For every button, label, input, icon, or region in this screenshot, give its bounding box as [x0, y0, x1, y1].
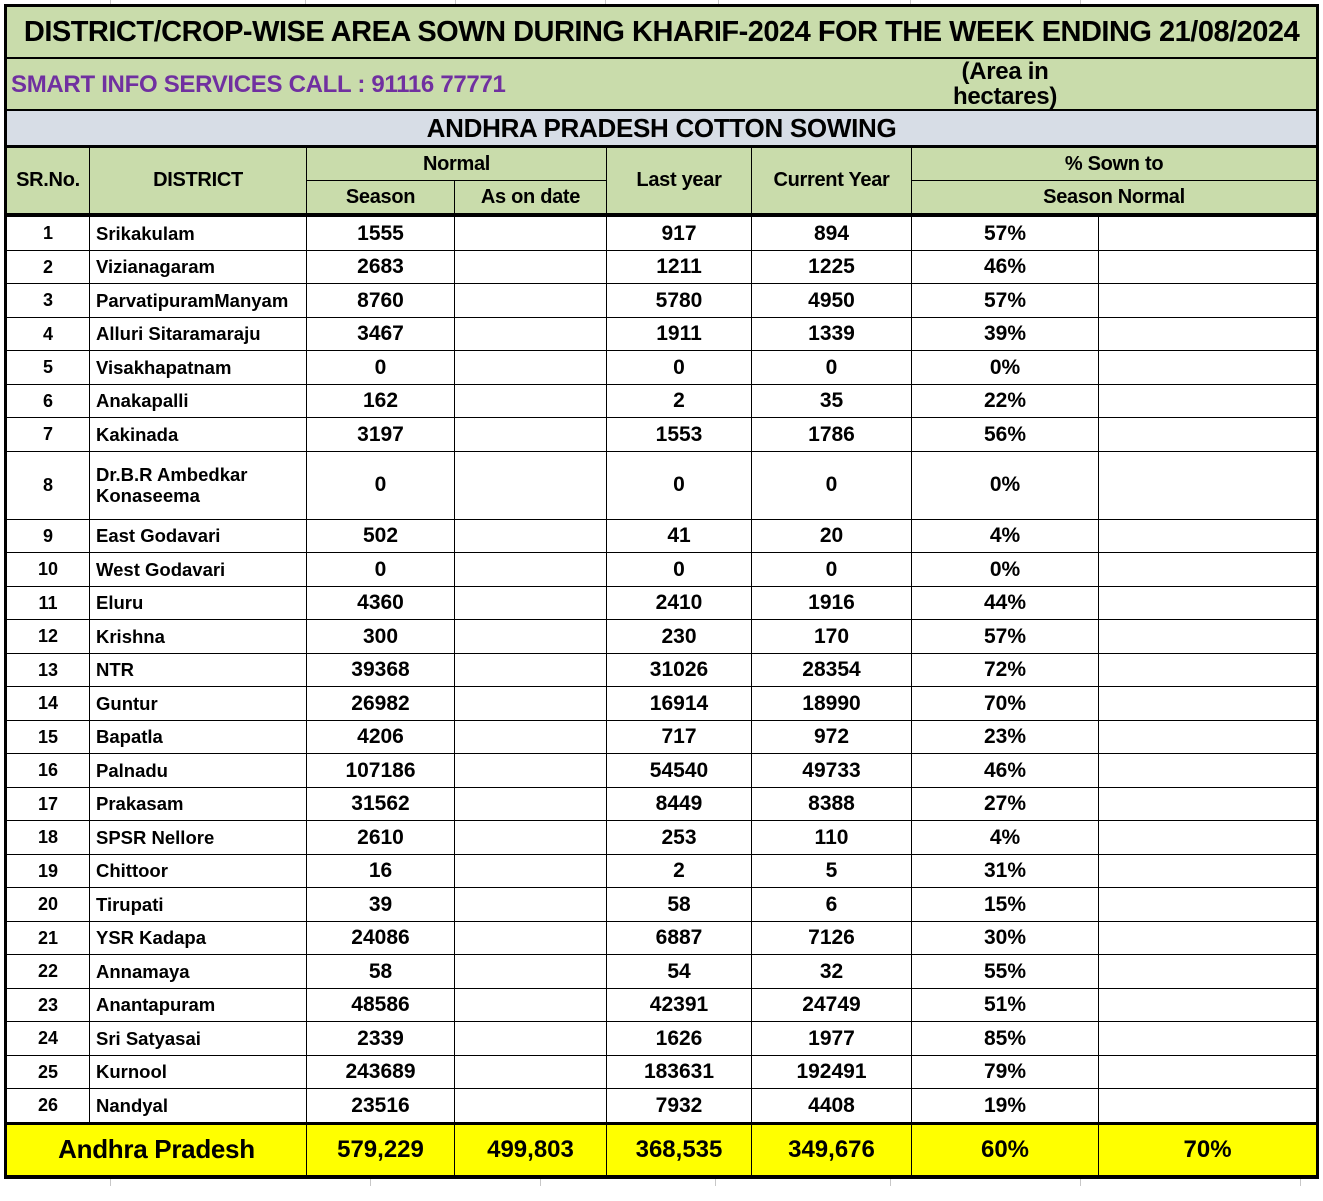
pct-sown-cell: 44%	[912, 586, 1099, 620]
table-row	[6, 351, 1318, 385]
district-name-cell: Prakasam	[90, 787, 307, 821]
district-name-cell: Annamaya	[90, 955, 307, 989]
extra-cell	[1099, 988, 1318, 1022]
season-normal-cell: 1555	[307, 215, 455, 250]
table-row	[6, 215, 1318, 250]
table-row	[6, 418, 1318, 452]
pct-sown-cell: 85%	[912, 1022, 1099, 1056]
last-year-cell: 183631	[607, 1055, 752, 1089]
as-on-date-cell	[455, 854, 607, 888]
current-year-cell: 1977	[752, 1022, 912, 1056]
as-on-date-cell	[455, 1055, 607, 1089]
last-year-cell: 2	[607, 384, 752, 418]
current-year-cell: 18990	[752, 687, 912, 721]
season-normal-cell: 162	[307, 384, 455, 418]
total-state-label: Andhra Pradesh	[6, 1123, 307, 1177]
season-normal-cell: 2610	[307, 821, 455, 855]
row-number-cell: 20	[6, 888, 90, 922]
header-season-normal: Season Normal	[912, 181, 1318, 216]
last-year-cell: 253	[607, 821, 752, 855]
district-name-cell: Visakhapatnam	[90, 351, 307, 385]
district-name-cell: Kurnool	[90, 1055, 307, 1089]
pct-sown-cell: 23%	[912, 720, 1099, 754]
extra-cell	[1099, 1055, 1318, 1089]
last-year-cell: 717	[607, 720, 752, 754]
last-year-cell: 54540	[607, 754, 752, 788]
as-on-date-cell	[455, 250, 607, 284]
season-normal-cell: 39368	[307, 653, 455, 687]
district-name-cell: Anantapuram	[90, 988, 307, 1022]
last-year-cell: 31026	[607, 653, 752, 687]
row-number-cell: 8	[6, 451, 90, 519]
last-year-cell: 0	[607, 553, 752, 587]
season-normal-cell: 31562	[307, 787, 455, 821]
as-on-date-cell	[455, 687, 607, 721]
pct-sown-cell: 51%	[912, 988, 1099, 1022]
current-year-cell: 4950	[752, 284, 912, 318]
district-rows	[6, 215, 1318, 1123]
as-on-date-cell	[455, 653, 607, 687]
as-on-date-cell	[455, 720, 607, 754]
extra-cell	[1099, 787, 1318, 821]
total-as-on-date-cell: 499,803	[455, 1123, 607, 1177]
table-row	[6, 787, 1318, 821]
table-row	[6, 250, 1318, 284]
table-row	[6, 519, 1318, 553]
table-row	[6, 854, 1318, 888]
season-normal-cell: 107186	[307, 754, 455, 788]
table-row	[6, 687, 1318, 721]
as-on-date-cell	[455, 418, 607, 452]
current-year-cell: 192491	[752, 1055, 912, 1089]
table-row	[6, 720, 1318, 754]
pct-sown-cell: 22%	[912, 384, 1099, 418]
header-pct-sown-to: % Sown to	[912, 147, 1318, 181]
season-normal-cell: 4206	[307, 720, 455, 754]
extra-cell	[1099, 1089, 1318, 1124]
pct-sown-cell: 55%	[912, 955, 1099, 989]
extra-cell	[1099, 687, 1318, 721]
district-name-cell: SPSR Nellore	[90, 821, 307, 855]
header-season: Season	[307, 181, 455, 216]
current-year-cell: 894	[752, 215, 912, 250]
current-year-cell: 4408	[752, 1089, 912, 1124]
pct-sown-cell: 4%	[912, 821, 1099, 855]
as-on-date-cell	[455, 1022, 607, 1056]
pct-sown-cell: 57%	[912, 620, 1099, 654]
row-number-cell: 19	[6, 854, 90, 888]
row-number-cell: 2	[6, 250, 90, 284]
row-number-cell: 15	[6, 720, 90, 754]
season-normal-cell: 39	[307, 888, 455, 922]
season-normal-cell: 300	[307, 620, 455, 654]
table-row	[6, 553, 1318, 587]
info-services-text: SMART INFO SERVICES CALL : 91116 77771	[6, 58, 912, 110]
table-row	[6, 384, 1318, 418]
table-row	[6, 754, 1318, 788]
district-name-cell: Vizianagaram	[90, 250, 307, 284]
current-year-cell: 7126	[752, 921, 912, 955]
extra-cell	[1099, 921, 1318, 955]
district-name-cell: YSR Kadapa	[90, 921, 307, 955]
row-number-cell: 11	[6, 586, 90, 620]
extra-cell	[1099, 620, 1318, 654]
row-number-cell: 22	[6, 955, 90, 989]
table-row	[6, 821, 1318, 855]
current-year-cell: 5	[752, 854, 912, 888]
season-normal-cell: 16	[307, 854, 455, 888]
last-year-cell: 6887	[607, 921, 752, 955]
area-units-label: (Area in hectares)	[912, 58, 1099, 110]
as-on-date-cell	[455, 988, 607, 1022]
as-on-date-cell	[455, 553, 607, 587]
current-year-cell: 49733	[752, 754, 912, 788]
table-row	[6, 653, 1318, 687]
current-year-cell: 1916	[752, 586, 912, 620]
as-on-date-cell	[455, 451, 607, 519]
extra-cell	[1099, 418, 1318, 452]
current-year-cell: 0	[752, 351, 912, 385]
season-normal-cell: 0	[307, 451, 455, 519]
as-on-date-cell	[455, 284, 607, 318]
row-number-cell: 21	[6, 921, 90, 955]
extra-cell	[1099, 854, 1318, 888]
last-year-cell: 58	[607, 888, 752, 922]
district-name-cell: NTR	[90, 653, 307, 687]
extra-cell	[1099, 720, 1318, 754]
extra-cell	[1099, 284, 1318, 318]
current-year-cell: 32	[752, 955, 912, 989]
as-on-date-cell	[455, 215, 607, 250]
table-row	[6, 620, 1318, 654]
last-year-cell: 8449	[607, 787, 752, 821]
row-number-cell: 14	[6, 687, 90, 721]
last-year-cell: 42391	[607, 988, 752, 1022]
sheet-bottom-margin	[0, 1179, 1323, 1186]
last-year-cell: 2410	[607, 586, 752, 620]
season-normal-cell: 2339	[307, 1022, 455, 1056]
last-year-cell: 0	[607, 351, 752, 385]
pct-sown-cell: 79%	[912, 1055, 1099, 1089]
table-row	[6, 1022, 1318, 1056]
extra-cell	[1099, 351, 1318, 385]
as-on-date-cell	[455, 921, 607, 955]
extra-cell	[1099, 586, 1318, 620]
header-last-year: Last year	[607, 147, 752, 216]
season-normal-cell: 3197	[307, 418, 455, 452]
row-number-cell: 7	[6, 418, 90, 452]
total-row	[6, 1123, 1318, 1177]
pct-sown-cell: 19%	[912, 1089, 1099, 1124]
extra-cell	[1099, 888, 1318, 922]
as-on-date-cell	[455, 821, 607, 855]
pct-sown-cell: 0%	[912, 553, 1099, 587]
district-name-cell: Nandyal	[90, 1089, 307, 1124]
pct-sown-cell: 46%	[912, 250, 1099, 284]
district-name-cell: Srikakulam	[90, 215, 307, 250]
district-name-cell: Bapatla	[90, 720, 307, 754]
pct-sown-cell: 57%	[912, 215, 1099, 250]
extra-cell	[1099, 215, 1318, 250]
row-number-cell: 9	[6, 519, 90, 553]
extra-cell	[1099, 754, 1318, 788]
as-on-date-cell	[455, 519, 607, 553]
extra-cell	[1099, 451, 1318, 519]
row-number-cell: 23	[6, 988, 90, 1022]
extra-cell	[1099, 553, 1318, 587]
extra-cell	[1099, 250, 1318, 284]
current-year-cell: 170	[752, 620, 912, 654]
current-year-cell: 0	[752, 451, 912, 519]
as-on-date-cell	[455, 586, 607, 620]
extra-cell	[1099, 821, 1318, 855]
season-normal-cell: 24086	[307, 921, 455, 955]
as-on-date-cell	[455, 317, 607, 351]
district-name-cell: Chittoor	[90, 854, 307, 888]
district-name-cell: Kakinada	[90, 418, 307, 452]
table-row	[6, 586, 1318, 620]
table-row	[6, 451, 1318, 519]
district-name-cell: Eluru	[90, 586, 307, 620]
table-row	[6, 1089, 1318, 1124]
current-year-cell: 8388	[752, 787, 912, 821]
extra-cell	[1099, 653, 1318, 687]
last-year-cell: 1911	[607, 317, 752, 351]
banner-title: ANDHRA PRADESH COTTON SOWING	[6, 110, 1318, 147]
pct-sown-cell: 0%	[912, 451, 1099, 519]
district-name-cell: Tirupati	[90, 888, 307, 922]
current-year-cell: 972	[752, 720, 912, 754]
district-name-cell: Alluri Sitaramaraju	[90, 317, 307, 351]
season-normal-cell: 2683	[307, 250, 455, 284]
total-current-year-cell: 349,676	[752, 1123, 912, 1177]
row-number-cell: 1	[6, 215, 90, 250]
season-normal-cell: 58	[307, 955, 455, 989]
current-year-cell: 1225	[752, 250, 912, 284]
area-sown-table	[4, 4, 1319, 1179]
row-number-cell: 24	[6, 1022, 90, 1056]
last-year-cell: 7932	[607, 1089, 752, 1124]
last-year-cell: 5780	[607, 284, 752, 318]
pct-sown-cell: 4%	[912, 519, 1099, 553]
season-normal-cell: 26982	[307, 687, 455, 721]
pct-sown-cell: 27%	[912, 787, 1099, 821]
total-pct-asondate-cell: 70%	[1099, 1123, 1318, 1177]
current-year-cell: 20	[752, 519, 912, 553]
table-row	[6, 1055, 1318, 1089]
season-normal-cell: 0	[307, 351, 455, 385]
table-row	[6, 888, 1318, 922]
pct-sown-cell: 15%	[912, 888, 1099, 922]
row-number-cell: 26	[6, 1089, 90, 1124]
as-on-date-cell	[455, 754, 607, 788]
last-year-cell: 230	[607, 620, 752, 654]
table-row	[6, 921, 1318, 955]
extra-cell	[1099, 1022, 1318, 1056]
district-name-cell: Guntur	[90, 687, 307, 721]
pct-sown-cell: 31%	[912, 854, 1099, 888]
row-number-cell: 17	[6, 787, 90, 821]
last-year-cell: 54	[607, 955, 752, 989]
season-normal-cell: 3467	[307, 317, 455, 351]
district-name-cell: Sri Satyasai	[90, 1022, 307, 1056]
page-title: DISTRICT/CROP-WISE AREA SOWN DURING KHARIF-2024 FOR THE WEEK ENDING 21/08/2024	[6, 6, 1318, 59]
extra-cell	[1099, 384, 1318, 418]
pct-sown-cell: 39%	[912, 317, 1099, 351]
table-row	[6, 317, 1318, 351]
current-year-cell: 0	[752, 553, 912, 587]
row-number-cell: 10	[6, 553, 90, 587]
info-empty-cell	[1099, 58, 1318, 110]
current-year-cell: 6	[752, 888, 912, 922]
row-number-cell: 5	[6, 351, 90, 385]
season-normal-cell: 4360	[307, 586, 455, 620]
season-normal-cell: 0	[307, 553, 455, 587]
district-name-cell: West Godavari	[90, 553, 307, 587]
current-year-cell: 28354	[752, 653, 912, 687]
last-year-cell: 1211	[607, 250, 752, 284]
district-name-cell: ParvatipuramManyam	[90, 284, 307, 318]
current-year-cell: 110	[752, 821, 912, 855]
pct-sown-cell: 56%	[912, 418, 1099, 452]
row-number-cell: 3	[6, 284, 90, 318]
current-year-cell: 35	[752, 384, 912, 418]
season-normal-cell: 23516	[307, 1089, 455, 1124]
pct-sown-cell: 72%	[912, 653, 1099, 687]
current-year-cell: 1339	[752, 317, 912, 351]
district-name-cell: Palnadu	[90, 754, 307, 788]
current-year-cell: 1786	[752, 418, 912, 452]
header-current-year: Current Year	[752, 147, 912, 216]
extra-cell	[1099, 519, 1318, 553]
season-normal-cell: 48586	[307, 988, 455, 1022]
row-number-cell: 18	[6, 821, 90, 855]
row-number-cell: 12	[6, 620, 90, 654]
row-number-cell: 16	[6, 754, 90, 788]
last-year-cell: 917	[607, 215, 752, 250]
last-year-cell: 1553	[607, 418, 752, 452]
last-year-cell: 0	[607, 451, 752, 519]
as-on-date-cell	[455, 955, 607, 989]
pct-sown-cell: 70%	[912, 687, 1099, 721]
table-row	[6, 988, 1318, 1022]
district-name-cell: Krishna	[90, 620, 307, 654]
header-sr-no: SR.No.	[6, 147, 90, 216]
district-name-cell: Dr.B.R Ambedkar Konaseema	[90, 451, 307, 519]
as-on-date-cell	[455, 351, 607, 385]
total-last-year-cell: 368,535	[607, 1123, 752, 1177]
row-number-cell: 25	[6, 1055, 90, 1089]
row-number-cell: 6	[6, 384, 90, 418]
district-name-cell: East Godavari	[90, 519, 307, 553]
season-normal-cell: 8760	[307, 284, 455, 318]
row-number-cell: 4	[6, 317, 90, 351]
header-as-on-date: As on date	[455, 181, 607, 216]
header-normal: Normal	[307, 147, 607, 181]
total-pct-season-cell: 60%	[912, 1123, 1099, 1177]
season-normal-cell: 243689	[307, 1055, 455, 1089]
as-on-date-cell	[455, 1089, 607, 1124]
as-on-date-cell	[455, 620, 607, 654]
season-normal-cell: 502	[307, 519, 455, 553]
pct-sown-cell: 46%	[912, 754, 1099, 788]
extra-cell	[1099, 955, 1318, 989]
total-season-cell: 579,229	[307, 1123, 455, 1177]
as-on-date-cell	[455, 888, 607, 922]
as-on-date-cell	[455, 787, 607, 821]
current-year-cell: 24749	[752, 988, 912, 1022]
row-number-cell: 13	[6, 653, 90, 687]
last-year-cell: 1626	[607, 1022, 752, 1056]
last-year-cell: 2	[607, 854, 752, 888]
header-district: DISTRICT	[90, 147, 307, 216]
extra-cell	[1099, 317, 1318, 351]
last-year-cell: 16914	[607, 687, 752, 721]
table-row	[6, 955, 1318, 989]
last-year-cell: 41	[607, 519, 752, 553]
pct-sown-cell: 30%	[912, 921, 1099, 955]
district-name-cell: Anakapalli	[90, 384, 307, 418]
as-on-date-cell	[455, 384, 607, 418]
pct-sown-cell: 57%	[912, 284, 1099, 318]
pct-sown-cell: 0%	[912, 351, 1099, 385]
table-row	[6, 284, 1318, 318]
